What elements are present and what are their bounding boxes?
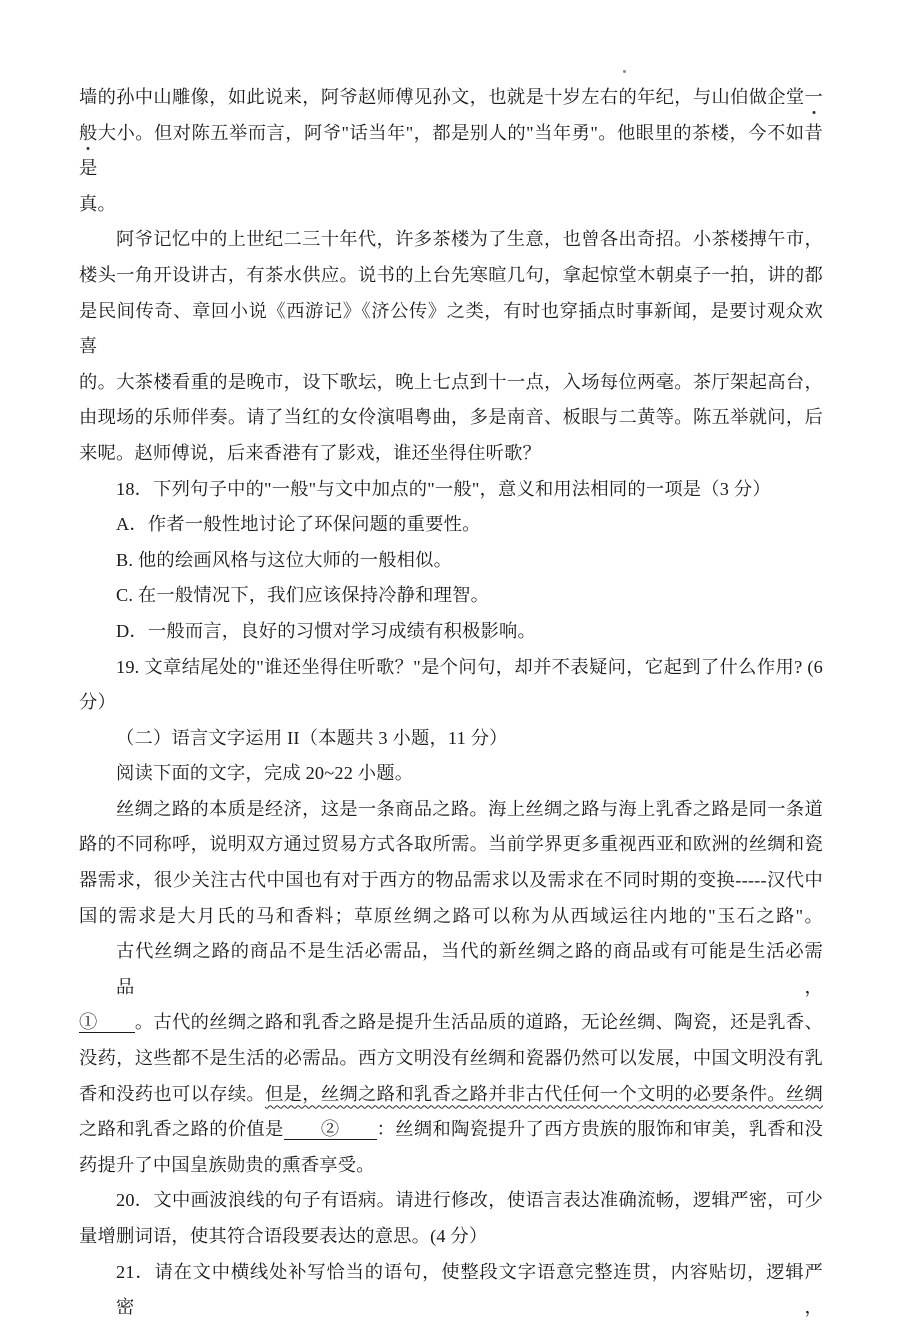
wavy-underlined-sentence: 但是，丝绸之路和乳香之路并非古代任何一个文明的必要条件。丝绸 bbox=[265, 1083, 823, 1104]
text-line bbox=[79, 1148, 823, 1184]
text-run: C. 在一般情况下，我们应该保持冷静和理智。 bbox=[116, 585, 490, 606]
text-line bbox=[79, 1112, 823, 1148]
text-run: 墙的孙中山雕像，如此说来，阿爷赵师傅见孙文，也就是十岁左右的年纪，与山伯做企堂 bbox=[79, 87, 805, 107]
text-run: 路的不同称呼，说明双方通过贸易方式各取所需。当前学界更多重视西亚和欧洲的丝绸和瓷 bbox=[79, 834, 823, 855]
text-run: A．作者一般性地讨论了环保问题的重要性。 bbox=[116, 514, 481, 535]
text-run: 19. 文章结尾处的"谁还坐得住听歌？"是个问句，却并不表疑问，它起到了什么作用? (6 bbox=[116, 656, 823, 677]
text-run: 分） bbox=[79, 692, 116, 713]
text-line bbox=[79, 1077, 823, 1113]
text-line bbox=[79, 1005, 823, 1041]
text-run: D．一般而言，良好的习惯对学习成绩有积极影响。 bbox=[116, 620, 536, 641]
text-run: 大小。但对陈五举而言，阿爷"话当年"，都是别人的"当年勇"。他眼里的茶楼，今不如昔是 bbox=[79, 122, 823, 179]
text-line bbox=[79, 472, 823, 508]
text-line bbox=[79, 258, 823, 294]
text-run: 由现场的乐师伴奏。请了当红的女伶演唱粤曲，多是南音、板眼与二黄等。陈五举就问，后 bbox=[79, 407, 823, 428]
text-line bbox=[79, 650, 823, 686]
text-line bbox=[79, 365, 823, 401]
text-run: 18．下列句子中的"一般"与文中加点的"一般"，意义和用法相同的一项是（3 分） bbox=[116, 478, 771, 499]
text-line bbox=[79, 721, 823, 757]
text-line bbox=[79, 1219, 823, 1255]
text-line bbox=[79, 614, 823, 650]
text-run: 之路和乳香之路的价值是 bbox=[79, 1119, 284, 1140]
text-line bbox=[79, 222, 823, 258]
blank-line-1: ① bbox=[79, 1012, 135, 1033]
text-line bbox=[79, 436, 823, 472]
text-run: 真。 bbox=[79, 193, 116, 214]
text-line bbox=[79, 543, 823, 579]
text-run: 古代丝绸之路的商品不是生活必需品，当代的新丝绸之路的商品或有可能是生活必需品， bbox=[116, 941, 823, 997]
scan-speck bbox=[623, 70, 626, 73]
text-run: 香和没药也可以存续。 bbox=[79, 1083, 266, 1104]
text-run: 。古代的丝绸之路和乳香之路是提升生活品质的道路，无论丝绸、陶瓷，还是乳香、 bbox=[134, 1012, 823, 1033]
text-run: 国的需求是大月氏的马和香料；草原丝绸之路可以称为从西域运往内地的"玉石之路"。 bbox=[79, 905, 823, 926]
text-run: 20．文中画波浪线的句子有语病。请进行修改，使语言表达准确流畅，逻辑严密，可少 bbox=[116, 1190, 823, 1211]
text-line bbox=[79, 578, 823, 614]
text-line bbox=[79, 400, 823, 436]
text-line bbox=[79, 756, 823, 792]
text-line bbox=[79, 294, 823, 365]
emphasis-dot-char: 般 bbox=[79, 122, 98, 143]
text-run: 阿爷记忆中的上世纪二三十年代，许多茶楼为了生意，也曾各出奇招。小茶楼搏午市， bbox=[116, 229, 823, 250]
text-run: B. 他的绘画风格与这位大师的一般相似。 bbox=[116, 549, 453, 570]
text-run: 楼头一角开设讲古，有茶水供应。说书的上台先寒暄几句，拿起惊堂木朝桌子一拍，讲的都 bbox=[79, 264, 823, 285]
text-run: ：丝绸和陶瓷提升了西方贵族的服饰和审美，乳香和没 bbox=[376, 1119, 823, 1140]
text-run: 的。大茶楼看重的是晚市，设下歌坛，晚上七点到十一点，入场每位两毫。茶厅架起高台， bbox=[79, 371, 823, 392]
text-run: 21．请在文中横线处补写恰当的语句，使整段文字语意完整连贯，内容贴切，逻辑严密， bbox=[116, 1261, 823, 1318]
text-line bbox=[79, 1255, 823, 1326]
text-run: 阅读下面的文字，完成 20~22 小题。 bbox=[116, 763, 414, 784]
text-run: 是民间传奇、章回小说《西游记》《济公传》之类，有时也穿插点时事新闻，是要讨观众欢喜 bbox=[79, 300, 823, 357]
text-run: （二）语言文字运用 II（本题共 3 小题，11 分） bbox=[116, 727, 508, 748]
blank-line-2: ② bbox=[283, 1119, 377, 1140]
text-run: 药提升了中国皇族勋贵的熏香享受。 bbox=[79, 1154, 375, 1175]
emphasis-dot-char: 一 bbox=[804, 87, 823, 107]
text-line bbox=[79, 187, 823, 223]
text-line bbox=[79, 116, 823, 187]
text-run: 量增删词语，使其符合语段要表达的意思。(4 分） bbox=[79, 1226, 488, 1246]
text-line bbox=[79, 899, 823, 935]
text-line bbox=[79, 934, 823, 1005]
text-line bbox=[79, 863, 823, 899]
text-run: 没药，这些都不是生活的必需品。西方文明没有丝绸和瓷器仍然可以发展，中国文明没有乳 bbox=[79, 1048, 823, 1069]
text-run: 丝绸之路的本质是经济，这是一条商品之路。海上丝绸之路与海上乳香之路是同一条道 bbox=[116, 798, 823, 819]
text-line bbox=[79, 827, 823, 863]
text-line bbox=[79, 685, 823, 721]
text-run: 来呢。赵师傅说，后来香港有了影戏，谁还坐得住听歌？ bbox=[79, 442, 542, 463]
document-body bbox=[79, 80, 823, 1326]
text-line bbox=[79, 1183, 823, 1219]
text-line bbox=[79, 792, 823, 828]
text-line bbox=[79, 1041, 823, 1077]
text-run: 器需求，很少关注古代中国也有对于西方的物品需求以及需求在不同时期的变换-----汉代中 bbox=[79, 870, 823, 891]
text-line bbox=[79, 80, 823, 116]
text-line bbox=[79, 507, 823, 543]
